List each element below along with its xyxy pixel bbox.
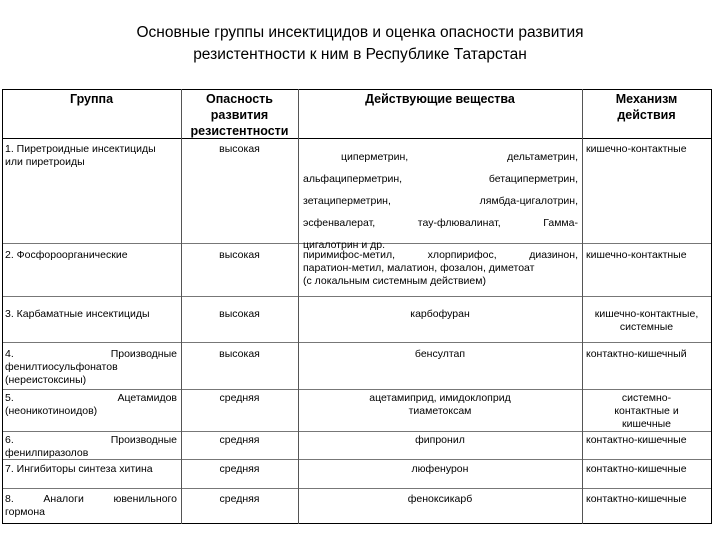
row-1-danger: высокая xyxy=(219,143,260,155)
row-divider xyxy=(2,488,711,489)
row-7-danger: средняя xyxy=(219,463,260,475)
row-5-danger: средняя xyxy=(219,392,260,404)
row-divider xyxy=(2,389,711,390)
row-8-danger: средняя xyxy=(219,493,260,505)
row-2-substances: пиримифос-метил, хлорпирифос, диазинон, паратион-метил, малатион, фозалон, диметоат (с локальным системным действием) xyxy=(303,249,578,287)
row-8-group: 8. Аналоги ювенильного гормона xyxy=(5,493,177,518)
row-4-mechanism: контактно-кишечный xyxy=(586,348,687,360)
row-7-mechanism: контактно-кишечные xyxy=(586,463,687,475)
header-danger: Опасность развития резистентности xyxy=(190,92,289,138)
table-border-left xyxy=(2,89,3,524)
row-6-danger: средняя xyxy=(219,434,260,446)
row-divider xyxy=(2,296,711,297)
row-7-substances: люфенурон xyxy=(411,463,469,475)
row-1-substances: циперметрин, дельтаметрин, альфациперметрин, бетациперметрин, зетациперметрин, лямбда-цигалотрин, эсфенвалерат, тау-флювалинат, Гамма- цигалотрин и др. xyxy=(303,151,578,251)
row-5-substances: ацетамиприд, имидоклоприд тиаметоксам xyxy=(369,392,511,417)
row-divider xyxy=(2,431,711,432)
row-8-mechanism: контактно-кишечные xyxy=(586,493,687,505)
row-6-mechanism: контактно-кишечные xyxy=(586,434,687,446)
row-5-mechanism: системно- контактные и кишечные xyxy=(614,392,679,430)
row-3-danger: высокая xyxy=(219,308,260,320)
header-substances: Действующие вещества xyxy=(365,92,515,106)
row-divider xyxy=(2,342,711,343)
header-mechanism: Механизм действия xyxy=(615,92,678,122)
row-7-group: 7. Ингибиторы синтеза хитина xyxy=(5,463,153,475)
row-5-group: 5. Ацетамидов (неоникотиноидов) xyxy=(5,392,177,417)
header-group: Группа xyxy=(69,92,114,106)
row-2-mechanism: кишечно-контактные xyxy=(586,249,687,261)
column-divider xyxy=(298,89,299,524)
row-2-danger: высокая xyxy=(219,249,260,261)
row-6-group: 6. Производные фенилпиразолов xyxy=(5,434,177,459)
row-6-substances: фипронил xyxy=(415,434,465,446)
header-divider xyxy=(2,138,711,139)
row-3-group: 3. Карбаматные инсектициды xyxy=(5,308,150,320)
row-1-mechanism: кишечно-контактные xyxy=(586,143,687,155)
table-border-top xyxy=(2,89,711,90)
title-line-2: резистентности к ним в Республике Татарстан xyxy=(193,46,527,63)
row-4-group: 4. Производные фенилтиосульфонатов (нереистоксины) xyxy=(5,348,177,386)
row-1-group: 1. Пиретроидные инсектициды или пиретроиды xyxy=(5,143,156,168)
title-line-1: Основные группы инсектицидов и оценка опасности развития xyxy=(136,24,584,41)
table-border-bottom xyxy=(2,523,711,524)
row-3-substances: карбофуран xyxy=(410,308,470,320)
page-title xyxy=(0,22,720,66)
row-8-substances: феноксикарб xyxy=(407,493,473,505)
table-border-right xyxy=(711,89,712,524)
row-4-danger: высокая xyxy=(219,348,260,360)
row-4-substances: бенсултап xyxy=(414,348,466,360)
row-2-group: 2. Фосфороорганические xyxy=(5,249,128,261)
row-3-mechanism: кишечно-контактные, системные xyxy=(594,308,699,333)
column-divider xyxy=(582,89,583,524)
